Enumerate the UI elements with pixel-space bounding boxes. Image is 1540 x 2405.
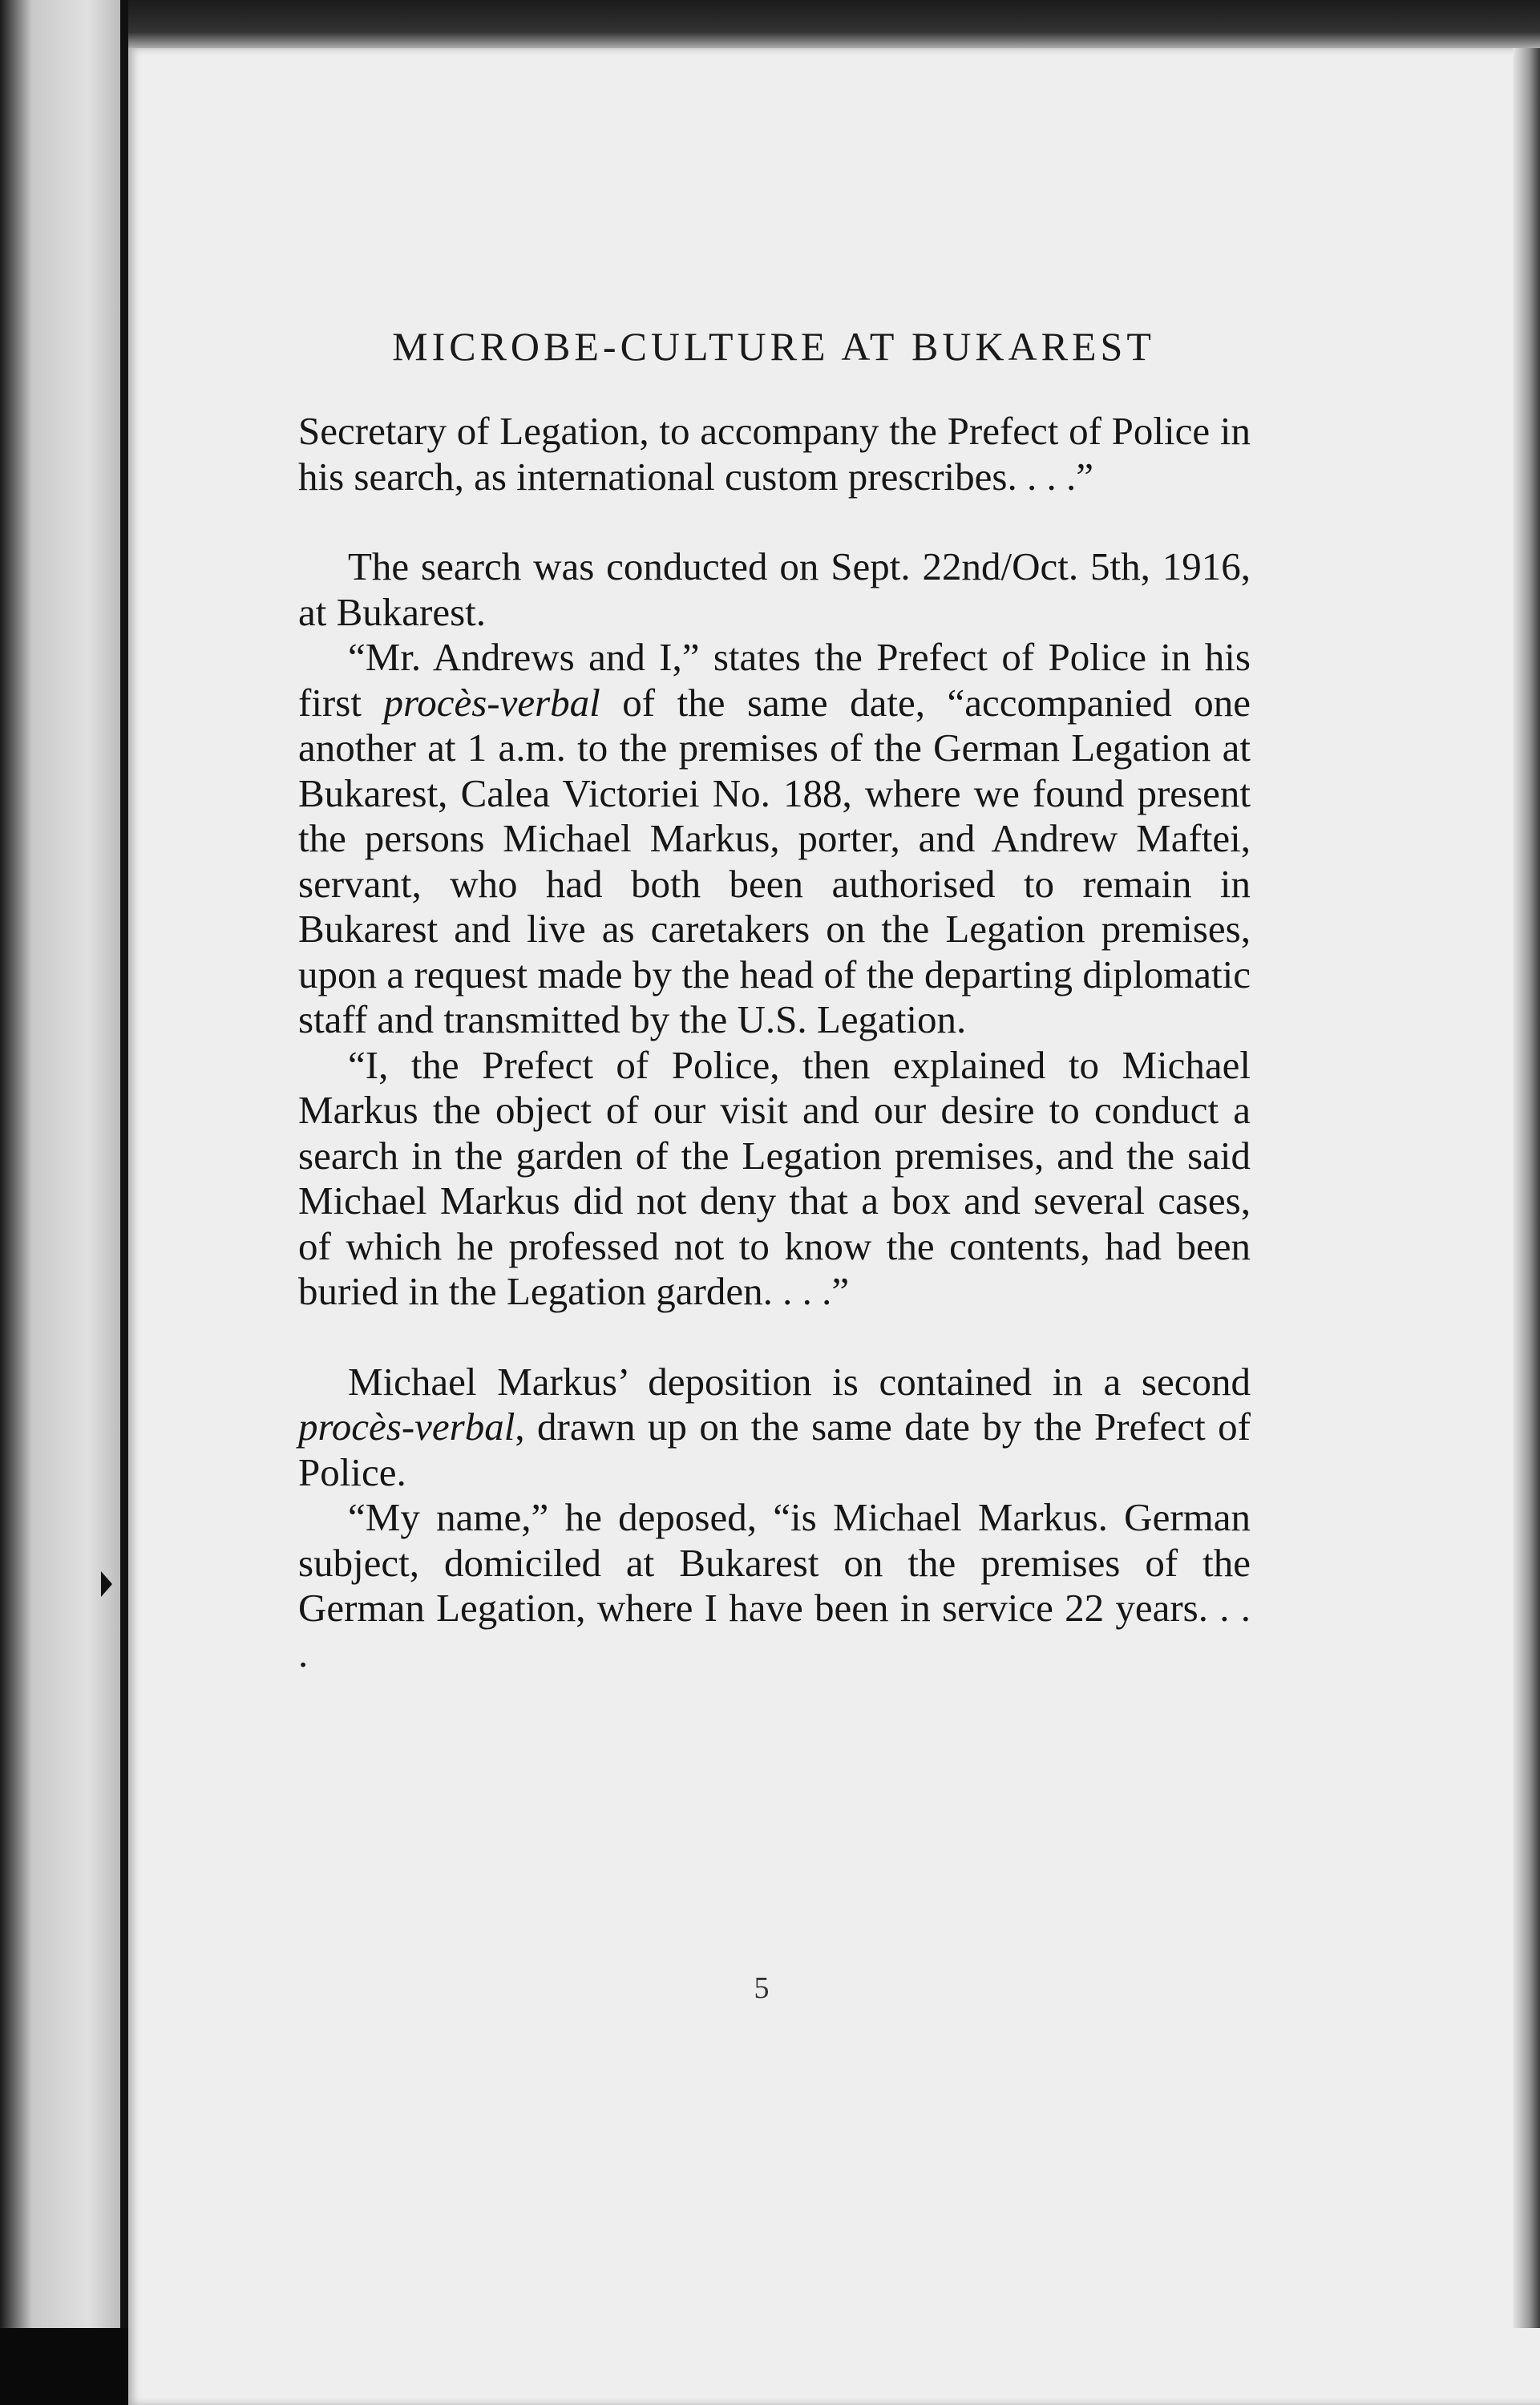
text-run: , drawn up on the same date by the Prefect of Police. [298, 1405, 1251, 1494]
page-number: 5 [754, 1971, 770, 2005]
paragraph [298, 409, 1251, 499]
italic-term: procès-verbal [383, 680, 600, 725]
body-text [298, 409, 1251, 1676]
text-run: of the same date, “accompanied one another at 1 a.m. to the premises of the German Legation at Bukarest, Calea Victoriei No. 188, where we found present the persons Michael Markus, porter, and Andrew Maftei, servant, who had both been authorised to remain in Bukarest and live as caretakers on the Legation premises, upon a request made by the head of the departing diplomatic staff and transmitted by the U.S. Legation. [298, 680, 1251, 1041]
text-run: Secretary of Legation, to accompany the Prefect of Police in his search, as international custom prescribes. . . .” [298, 409, 1251, 499]
paragraph [298, 1495, 1251, 1676]
page-right-edge [1513, 48, 1540, 2328]
paragraph [298, 1043, 1251, 1315]
text-run: “I, the Prefect of Police, then explained to Michael Markus the object of our visit and our desire to conduct a search in the garden of the Legation premises, and the said Michael Markus did not deny that a box and several cases, of which he professed not to know the contents, had been buried in the Legation garden. . . .” [298, 1042, 1251, 1313]
paragraph [298, 1360, 1251, 1496]
text-run: “My name,” he deposed, “is Michael Markus. German subject, domiciled at Bukarest on the premises of the German Legation, where I have been in service 22 years. . . . [298, 1495, 1251, 1675]
text-run: “Mr. Andrews and I,” states the Prefect of Police in his first [298, 635, 1251, 725]
margin-mark [101, 1571, 112, 1597]
text-run: Michael Markus’ deposition is contained in a second [348, 1359, 1251, 1404]
running-head: MICROBE-CULTURE AT BUKAREST [392, 324, 1155, 369]
paragraph [298, 544, 1251, 635]
text-run: The search was conducted on Sept. 22nd/Oct. 5th, 1916, at Bukarest. [298, 544, 1251, 634]
paragraph [298, 635, 1251, 1043]
italic-term: procès-verbal [298, 1405, 515, 1449]
facing-page-edge [0, 0, 120, 2328]
